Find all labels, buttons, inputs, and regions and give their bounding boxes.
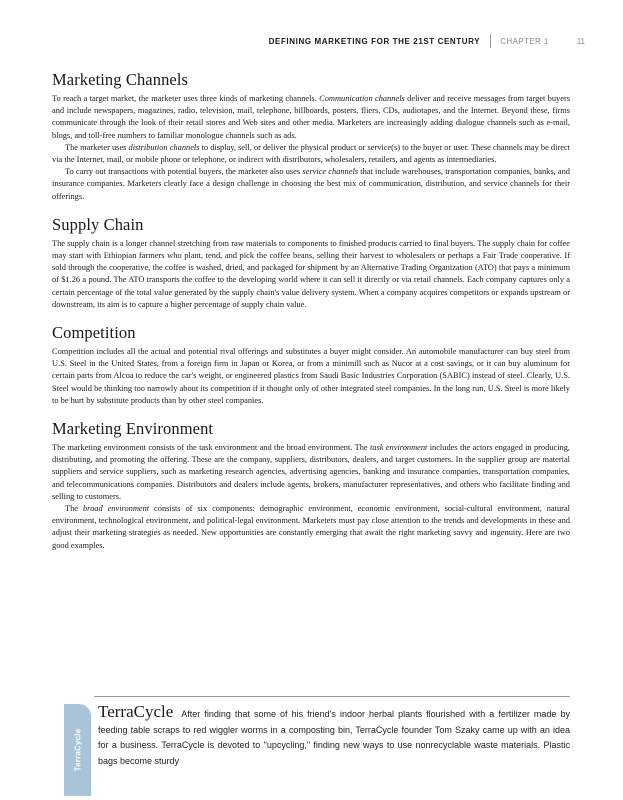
- text-run: To reach a target market, the marketer uses three kinds of marketing channels.: [52, 94, 320, 103]
- text-run: To carry out transactions with potential buyers, the marketer also uses: [65, 167, 303, 177]
- section-marketing-channels: [52, 70, 570, 203]
- section-marketing-environment: [52, 419, 570, 552]
- paragraph: [52, 142, 570, 166]
- key-term: broad environment: [82, 504, 150, 514]
- paragraph: The supply chain is a longer channel stretching from raw materials to components to finished products carried to final buyers. The supply chain for coffee may start with Ethiopian farmers who plant, tend, and pick the coffee beans, selling their harvest to wholesalers or perhaps a Fair Trade cooperative. If sold through the cooperative, the coffee is washed, dried, and packaged for shipment by an Alternative Trading Organization (ATO) that pays a minimum of $1.26 a pound. The ATO transports the coffee to the developing world where it can sell it directly or via retail channels. Each company captures only a certain percentage of the total value generated by the supply chain's value delivery system. When a company acquires competitors or expands upstream or downstream, its aim is to capture a higher percentage of supply chain value.: [52, 238, 570, 309]
- section-competition: [52, 323, 570, 407]
- running-head-chapter: CHAPTER 1: [500, 36, 549, 46]
- running-head: [269, 34, 585, 48]
- case-tab-label: TerraCycle: [73, 728, 82, 772]
- paragraph: [52, 442, 570, 503]
- section-heading: Marketing Environment: [52, 419, 214, 439]
- main-content: [52, 70, 570, 564]
- text-run: The marketing environment consists of the task environment and the broad environment. The: [52, 443, 370, 453]
- section-heading: Marketing Channels: [52, 70, 189, 89]
- text-run: to display, sell, or deliver the physical product or service(s) to the buyer or user. These channels may be direct via the Internet, mail, or mobile phone or telephone, or indirect with distributors, wholesalers, retailers, and agents as intermediaries.: [52, 142, 570, 165]
- case-tab: [64, 704, 91, 796]
- section-heading: Supply Chain: [52, 214, 144, 234]
- box-top-rule: [94, 696, 570, 697]
- paragraph: [52, 166, 570, 203]
- section-heading: Competition: [52, 323, 136, 343]
- running-head-divider: [490, 34, 491, 48]
- text-run: The: [65, 504, 83, 514]
- page-number: 11: [576, 36, 585, 46]
- text-run: includes the actors engaged in producing, distributing, and promoting the offering. These are the company, suppliers, distributors, dealers, and target customers. In the supplier group are material suppliers and service suppliers, such as marketing research agencies, advertising agencies, banking and insurance companies, transportation companies, and telecommunications companies. Distributors and dealers include agents, brokers, manufacturer representatives, and others who facilitate finding and selling to customers.: [52, 443, 571, 501]
- case-body: [98, 704, 570, 769]
- case-title: TerraCycle: [98, 702, 174, 721]
- text-run: that include warehouses, transportation companies, banks, and insurance companies. Marketers clearly face a design challenge in choosing the best mix of communication, distribution, and service channels for their offerings.: [52, 167, 570, 201]
- case-text: After finding that some of his friend's indoor herbal plants flourished with a fertilizer made by feeding table scraps to red wiggler worms in a composting bin, TerraCycle founder Tom Szaky came up with an idea for a business. TerraCycle is devoted to "upcycling," finding new ways to use nonrecyclable waste materials. Plastic bags become sturdy: [98, 709, 570, 766]
- key-term: distribution channels: [128, 142, 200, 152]
- running-head-title: DEFINING MARKETING FOR THE 21ST CENTURY: [268, 36, 481, 46]
- key-term: service channels: [302, 167, 359, 177]
- key-term: Communication channels: [319, 94, 405, 103]
- section-supply-chain: [52, 215, 570, 311]
- text-run: deliver and receive messages from target buyers and include newspapers, magazines, radio, television, mail, telephone, billboards, posters, fliers, CDs, audiotapes, and the Internet. Beyond these, firms communicate through the look of their retail stores and Web sites and other media. Marketers are increasingly adding dialogue channels such as e-mail, blogs, and toll-free numbers to familiar monologue channels such as ads.: [52, 94, 570, 140]
- paragraph: Competition includes all the actual and potential rival offerings and substitutes a buyer might consider. An automobile manufacturer can buy steel from U.S. Steel in the United States, from a foreign firm in Japan or Korea, or from a minimill such as Nucor at a cost savings, or it can buy aluminum for certain parts from Alcoa to reduce the car's weight, or engineered plastics from Saudi Basic Industries Corporation (SABIC) instead of steel. Clearly, U.S. Steel would be thinking too narrowly about its competition if it thought only of other integrated steel companies. In the long run, U.S. Steel is more likely to be hurt by substitute products than by other steel companies.: [52, 347, 570, 405]
- paragraph: [52, 503, 570, 552]
- case-study-box: [52, 696, 570, 800]
- text-run: The marketer uses: [65, 142, 129, 152]
- text-run: consists of six components: demographic environment, economic environment, social-cultural environment, natural environment, technological environment, and political-legal environment. Marketers must pay close attention to the trends and developments in these and adjust their marketing strategies as needed. New opportunities are constantly emerging that await the right marketing savvy and ingenuity. Here are two good examples.: [52, 504, 570, 550]
- key-term: task environment: [369, 443, 428, 453]
- paragraph: [52, 93, 570, 142]
